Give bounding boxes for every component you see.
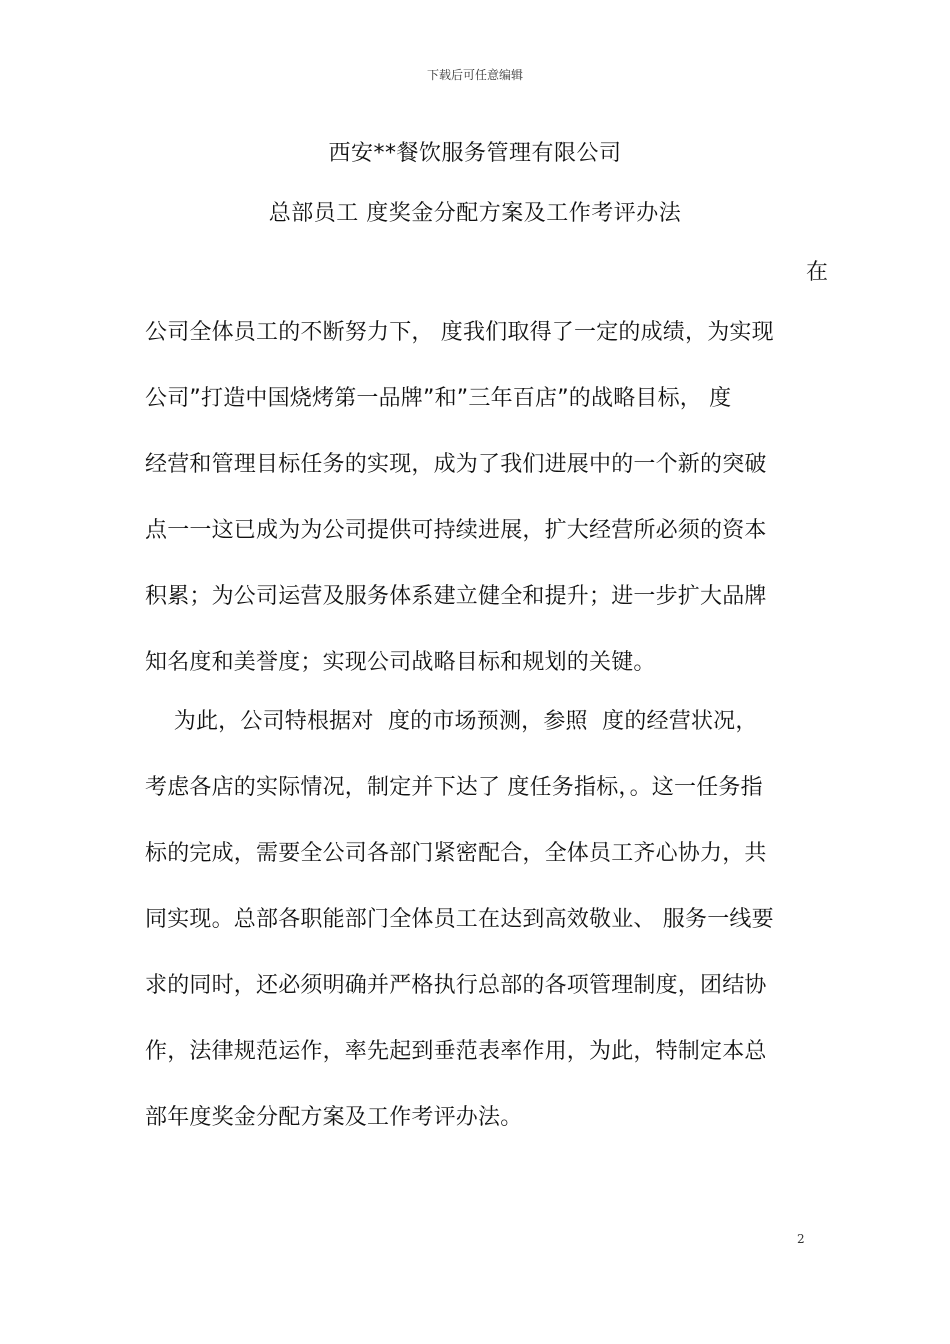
body-line: 求的同时，还必须明确并严格执行总部的各项管理制度，团结协	[145, 973, 767, 998]
body-line: 积累；为公司运营及服务体系建立健全和提升；进一步扩大品牌	[145, 584, 767, 609]
body-line: 为此，公司特根据对 度的市场预测，参照 度的经营状况，	[145, 709, 758, 734]
page-header-note: 下载后可任意编辑	[426, 68, 523, 82]
body-line: 点一一这已成为为公司提供可持续进展，扩大经营所必须的资本	[145, 518, 767, 543]
body-line: 考虑各店的实际情况，制定并下达了 度任务指标，。这一任务指	[145, 775, 763, 800]
body-line: 知名度和美誉度；实现公司战略目标和规划的关键。	[145, 650, 656, 675]
body-line: 公司全体员工的不断努力下， 度我们取得了一定的成绩，为实现	[145, 320, 774, 345]
body-line: 标的完成，需要全公司各部门紧密配合，全体员工齐心协力，共	[145, 841, 767, 866]
company-title: 西安**餐饮服务管理有限公司	[328, 141, 622, 166]
body-line: 部年度奖金分配方案及工作考评办法。	[145, 1105, 523, 1130]
body-line: 公司”打造中国烧烤第一品牌”和”三年百店”的战略目标， 度	[145, 386, 732, 411]
document-title: 总部员工 度奖金分配方案及工作考评办法	[268, 201, 682, 226]
body-line: 经营和管理目标任务的实现，成为了我们进展中的一个新的突破	[145, 452, 767, 477]
page-number: 2	[797, 1232, 805, 1246]
body-line: 同实现。总部各职能部门全体员工在达到高效敬业、 服务一线要	[145, 907, 774, 932]
paragraph-lead-char: 在	[806, 260, 829, 285]
body-line: 作，法律规范运作，率先起到垂范表率作用，为此，特制定本总	[145, 1039, 767, 1064]
